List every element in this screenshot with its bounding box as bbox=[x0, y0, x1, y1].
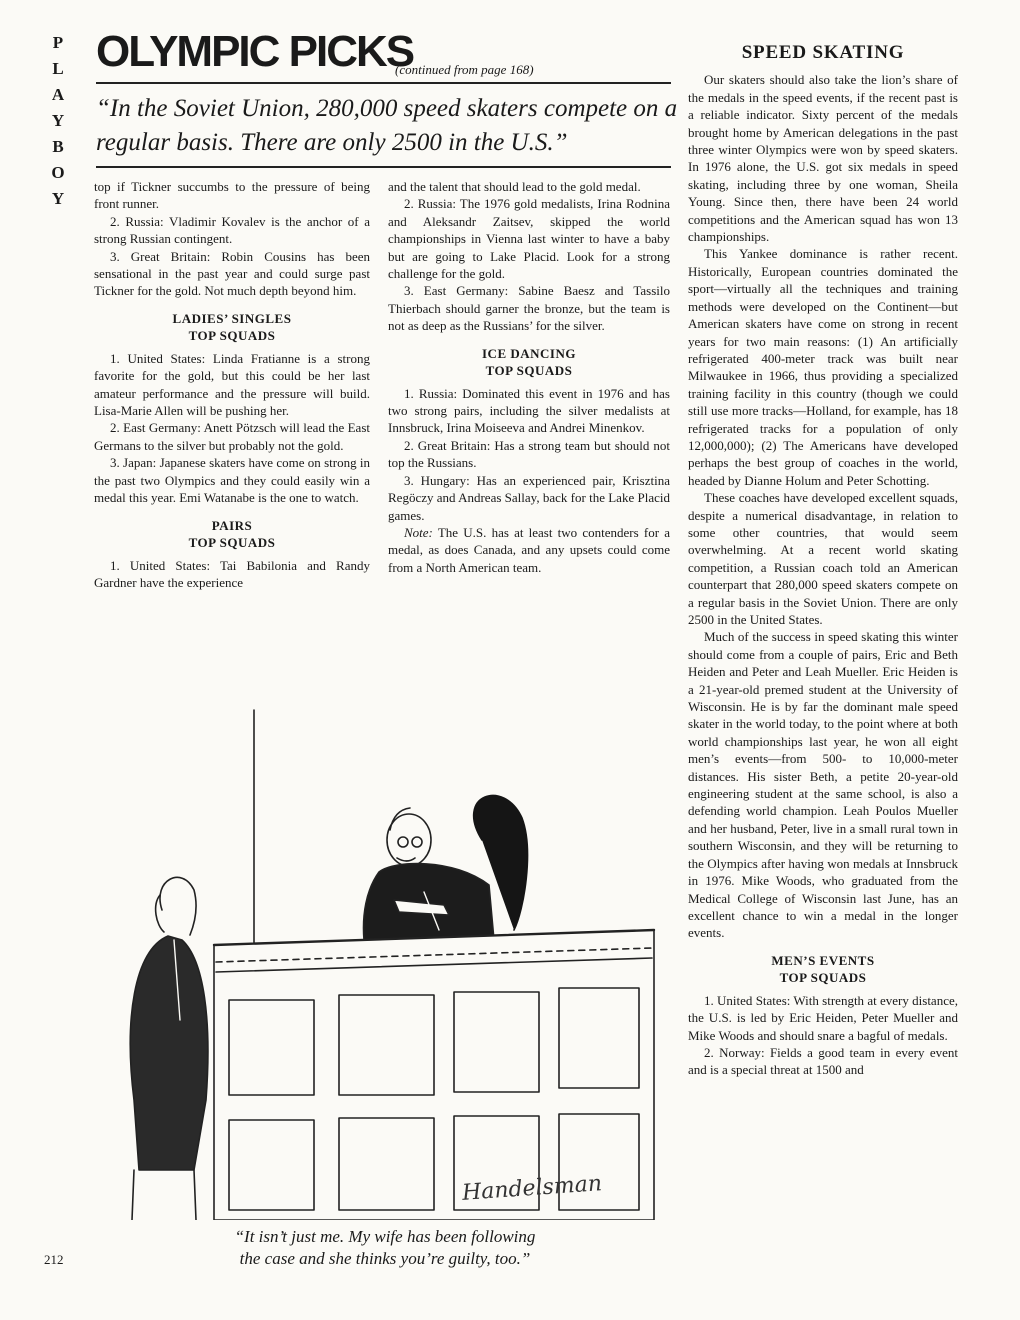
list-item: 3. East Germany: Sabine Baesz and Tassilo Thierbach should garner the bronze, but the team is not as deep as the Russians’ for the silver. bbox=[388, 283, 670, 334]
note-text: The U.S. has at least two contenders for a medal, as does Canada, and any upsets could come from a North American team. bbox=[388, 524, 670, 575]
heading-line: MEN’S EVENTS bbox=[771, 952, 875, 968]
masthead-letter: L bbox=[52, 59, 64, 78]
list-item: 3. Japan: Japanese skaters have come on strong in the past two Olympics and they could easily win a medal this year. Emi Watanabe is the one to watch. bbox=[94, 455, 370, 506]
heading-line: PAIRS bbox=[211, 517, 253, 533]
heading-line: LADIES’ SINGLES bbox=[172, 310, 292, 326]
magazine-masthead-vertical bbox=[38, 30, 78, 212]
quote-rule bbox=[96, 166, 671, 168]
paragraph: This Yankee dominance is rather recent. Historically, European countries dominated the sport—virtually all the techniques and training methods were developed on the Continent—but American skaters have come on strong in recent years for two main reasons: (1) An artificially refrigerated 400-meter track was built near Milwaukee in 1966, thus providing a specialized training facility in this country (though we could still use more tracks—Holland, for example, has 18 refrigerated tracks for a population of only 12,000,000); (2) The Americans have developed perhaps the best group of coaches in the world, headed by Dianne Holum and Peter Schotting. bbox=[688, 246, 958, 488]
masthead-letter: Y bbox=[51, 189, 65, 208]
paragraph: top if Tickner succumbs to the pressure of being front runner. bbox=[94, 179, 370, 212]
caption-line: the case and she thinks you’re guilty, too.” bbox=[239, 1249, 531, 1268]
list-item: 1. Russia: Dominated this event in 1976 and has two strong pairs, including the silver medalists at Innsbruck, Irina Moiseeva and Andrei Minenkov. bbox=[388, 385, 670, 436]
heading-line: TOP SQUADS bbox=[188, 327, 276, 343]
section-heading-ice-dancing bbox=[388, 345, 670, 379]
paragraph: These coaches have developed excellent squads, despite a numerical disadvantage, in relation to some other countries, that would seem overwhelming. At a recent world skating competition, a Russian coach told an American counterpart that 280,000 speed skaters compete on a regular basis in the Soviet Union. There are only 2500 in the United States. bbox=[688, 490, 958, 627]
list-item: 3. Great Britain: Robin Cousins has been sensational in the past year and could surge past Tickner for the gold. Not much depth beyond him. bbox=[94, 248, 370, 299]
list-item: 2. East Germany: Anett Pötzsch will lead the East Germans to the silver but probably not the gold. bbox=[94, 420, 370, 453]
list-item: 3. Hungary: Has an experienced pair, Krisztina Regöczy and Andreas Sallay, back for the Lake Placid games. bbox=[388, 472, 670, 523]
text-column-3 bbox=[688, 44, 958, 1079]
heading-line: ICE DANCING bbox=[482, 345, 576, 361]
paragraph: and the talent that should lead to the gold medal. bbox=[388, 179, 641, 194]
pull-quote: “In the Soviet Union, 280,000 speed skaters compete on a regular basis. There are only 2500 in the U.S.” bbox=[96, 95, 678, 156]
note-label: Note: bbox=[404, 524, 433, 540]
continued-note: (continued from page 168) bbox=[395, 62, 534, 77]
heading-line: TOP SQUADS bbox=[188, 534, 276, 550]
caption-line: “It isn’t just me. My wife has been following bbox=[234, 1227, 536, 1246]
title-rule bbox=[96, 82, 671, 84]
list-item: 1. United States: With strength at every distance, the U.S. is led by Eric Heiden, Peter Mueller and Mike Woods and should snare a bagful of medals. bbox=[688, 992, 958, 1043]
list-item: 2. Norway: Fields a good team in every event and is a special threat at 1500 and bbox=[688, 1044, 958, 1078]
section-heading-ladies bbox=[94, 310, 370, 344]
cartoonist-signature: Handelsman bbox=[461, 1171, 603, 1206]
note-paragraph bbox=[388, 524, 670, 576]
list-item: 1. United States: Linda Fratianne is a strong favorite for the gold, but this could be her last amateur performance and the pressure will build. Lisa-Marie Allen will be pushing her. bbox=[94, 350, 370, 419]
text-column-2 bbox=[388, 178, 670, 576]
paragraph: Our skaters should also take the lion’s share of the medals in the speed events, if the recent past is a reliable indicator. Sixty percent of the medals brought home by American delegations in the past three winter Olympics were won by speed skaters. In 1976 alone, the U.S. got six medals in speed skating, including three by one woman, Sheila Young. Since then, there have been 24 world competitions and the American squad has won 13 championships. bbox=[688, 72, 958, 245]
article-title: OLYMPIC PICKS bbox=[96, 27, 414, 76]
heading-line: TOP SQUADS bbox=[779, 969, 867, 985]
paragraph: Much of the success in speed skating this winter should come from a couple of pairs, Eric and Beth Heiden and Peter and Leah Mueller. Eric Heiden is a 21-year-old premed student at the University of Wisconsin. He is by far the dominant male speed skater in the world today, to the point where at both world championships last year, he won all eight men’s events—from 500- to 10,000-meter distances. His sister Beth, a petite 20-year-old engineering student at the same school, is also a defending world champion. Leah Poulos Mueller and her husband, Peter, live in a small rural town in southern Wisconsin, and they will be returning to the Olympics after having won medals at Innsbruck in 1976. Mike Woods, who graduated from the Medical College of Wisconsin last June, has an excellent chance to win a medal in the longer events. bbox=[688, 629, 958, 941]
masthead-letter: Y bbox=[51, 111, 65, 130]
text-column-1 bbox=[94, 178, 370, 591]
masthead-letter: A bbox=[51, 85, 65, 104]
cartoon-caption bbox=[150, 1226, 620, 1270]
list-item: 2. Russia: The 1976 gold medalists, Irina Rodnina and Aleksandr Zaitsev, skipped the world championships in Vienna last winter to have a baby but are going to Lake Placid. Look for a strong challenge for the gold. bbox=[388, 196, 670, 282]
courtroom-cartoon-illustration bbox=[94, 700, 674, 1220]
masthead-letter: O bbox=[51, 163, 65, 182]
section-heading-speed-skating: SPEED SKATING bbox=[741, 42, 905, 63]
section-heading-pairs bbox=[94, 517, 370, 551]
list-item: 2. Great Britain: Has a strong team but should not top the Russians. bbox=[388, 437, 670, 471]
heading-line: TOP SQUADS bbox=[485, 362, 573, 378]
page-number: 212 bbox=[44, 1252, 64, 1267]
list-item: 1. United States: Tai Babilonia and Randy Gardner have the experience bbox=[94, 557, 370, 590]
list-item: 2. Russia: Vladimir Kovalev is the anchor of a strong Russian contingent. bbox=[94, 213, 370, 247]
section-heading-mens-events bbox=[688, 952, 958, 986]
masthead-letter: P bbox=[52, 33, 64, 52]
masthead-letter: B bbox=[52, 137, 64, 156]
